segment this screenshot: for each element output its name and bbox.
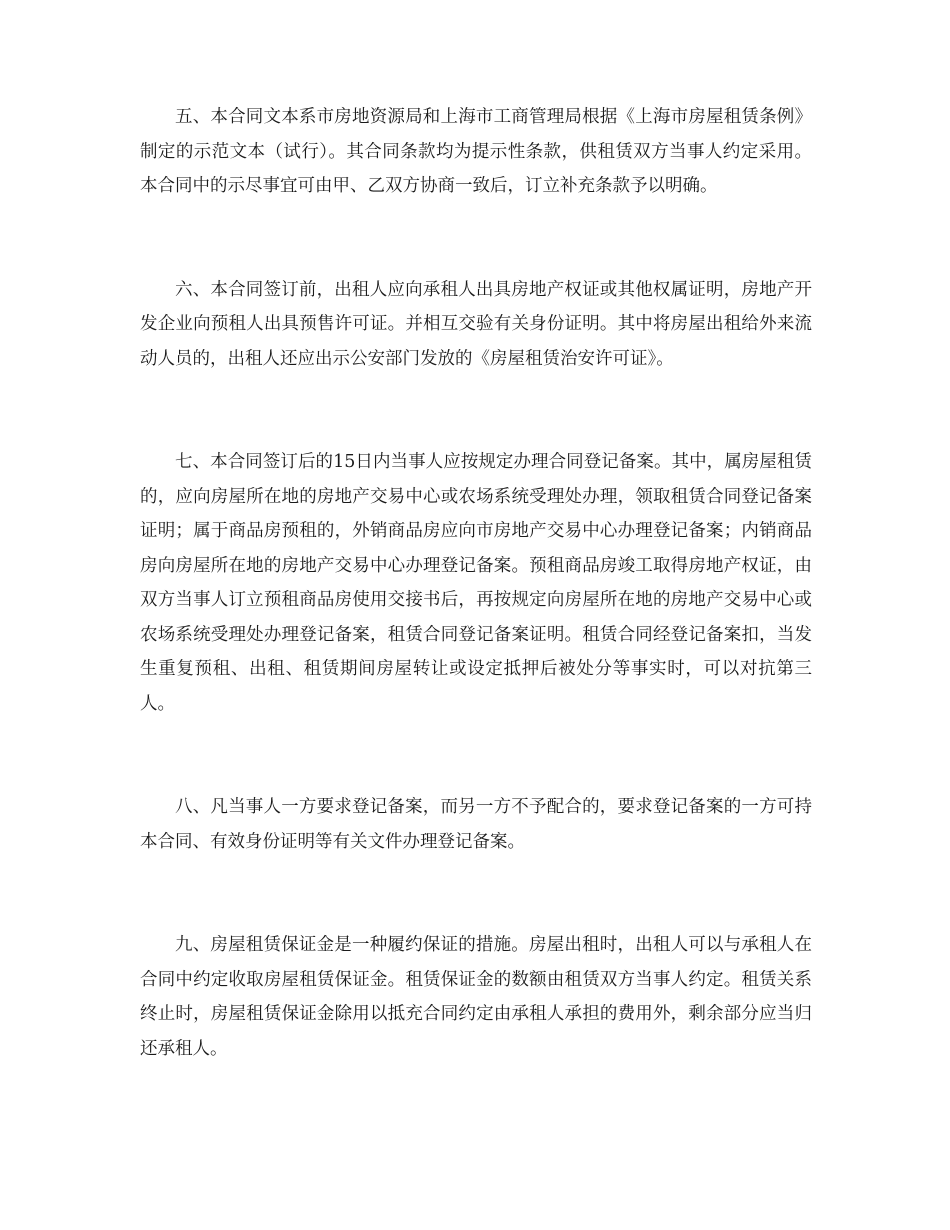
paragraph-clause-6: 六、本合同签订前，出租人应向承租人出具房地产权证或其他权属证明，房地产开发企业向预租人出具预售许可证。并相互交验有关身份证明。其中将房屋出租给外来流动人员的，出租人还应出示公安部门发放的《房屋租赁治安许可证》。 xyxy=(140,279,812,369)
paragraph-clause-7: 七、本合同签订后的15日内当事人应按规定办理合同登记备案。其中，属房屋租赁的，应向房屋所在地的房地产交易中心或农场系统受理处办理，领取租赁合同登记备案证明；属于商品房预租的，外销商品房应向市房地产交易中心办理登记备案；内销商品房向房屋所在地的房地产交易中心办理登记备案。预租商品房竣工取得房地产权证，由双方当事人订立预租商品房使用交接书后，再按规定向房屋所在地的房地产交易中心或农场系统受理处办理登记备案，租赁合同登记备案证明。租赁合同经登记备案扣，当发生重复预租、出租、租赁期间房屋转让或设定抵押后被处分等事实时，可以对抗第三人。 xyxy=(140,452,812,714)
paragraph-clause-9: 九、房屋租赁保证金是一种履约保证的措施。房屋出租时，出租人可以与承租人在合同中约定收取房屋租赁保证金。租赁保证金的数额由租赁双方当事人约定。租赁关系终止时，房屋租赁保证金除用以抵充合同约定由承租人承担的费用外，剩余部分应当归还承租人。 xyxy=(140,935,812,1059)
document-body xyxy=(140,100,812,1066)
paragraph-clause-8: 八、凡当事人一方要求登记备案，而另一方不予配合的，要求登记备案的一方可持本合同、有效身份证明等有关文件办理登记备案。 xyxy=(140,797,812,852)
paragraph-clause-5: 五、本合同文本系市房地资源局和上海市工商管理局根据《上海市房屋租赁条例》制定的示范文本（试行）。其合同条款均为提示性条款，供租赁双方当事人约定采用。本合同中的示尽事宜可由甲、乙双方协商一致后，订立补充条款予以明确。 xyxy=(140,107,812,196)
